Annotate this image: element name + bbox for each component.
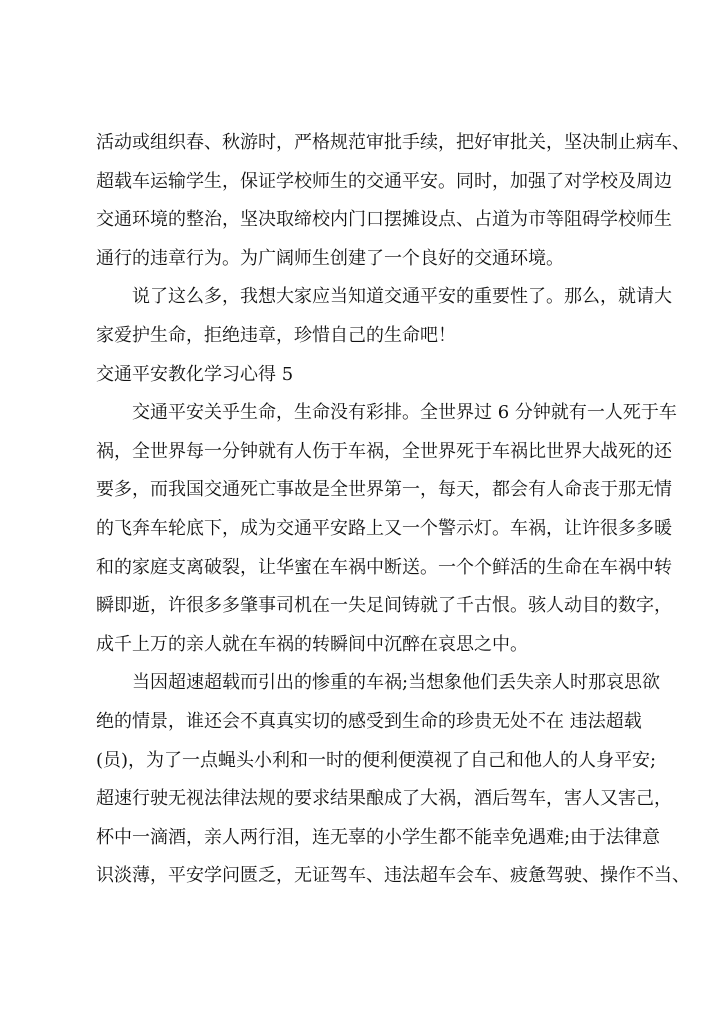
paragraph-line: 成千上万的亲人就在车祸的转瞬间中沉醉在哀思之中。 [96,633,528,655]
paragraph-line: 活动或组织春、秋游时，严格规范审批手续，把好审批关，坚决制止病车、 [96,132,690,153]
paragraph-line: 和的家庭支离破裂，让华蜜在车祸中断送。一个个鲜活的生命在车祸中转 [96,556,672,578]
paragraph-line: 绝的情景，谁还会不真真实切的感受到生命的珍贵无处不在 违法超载 [96,710,642,732]
paragraph-line: 要多，而我国交通死亡事故是全世界第一，每天，都会有人命丧于那无情 [96,479,672,501]
paragraph-line: (员)，为了一点蝇头小利和一时的便利便漠视了自己和他人的人身平安; [96,749,657,771]
paragraph-line: 超载车运输学生，保证学校师生的交通平安。同时，加强了对学校及周边 [96,170,672,192]
paragraph-2 [96,278,672,355]
paragraph-line: 交通环境的整治，坚决取缔校内门口摆摊设点、占道为市等阻碍学校师生 [96,209,672,231]
section-heading: 交通平安教化学习心得 5 [96,363,294,385]
paragraph-line: 识淡薄，平安学问匮乏，无证驾车、违法超车会车、疲惫驾驶、操作不当、 [96,865,690,887]
paragraph-1 [96,124,690,278]
paragraph-line: 家爱护生命，拒绝违章，珍惜自己的生命吧！ [96,324,456,346]
paragraph-line: 说了这么多，我想大家应当知道交通平安的重要性了。那么，就请大 [132,286,672,308]
paragraph-line: 通行的违章行为。为广阔师生创建了一个良好的交通环境。 [96,247,564,269]
paragraph-line: 瞬即逝，许很多多肇事司机在一失足间铸就了千古恨。骇人动目的数字， [96,595,672,617]
paragraph-line: 当因超速超载而引出的惨重的车祸;当想象他们丢失亲人时那哀思欲 [132,672,661,694]
paragraph-3 [96,394,677,664]
paragraph-4 [96,664,690,896]
paragraph-line: 祸，全世界每一分钟就有人伤于车祸，全世界死于车祸比世界大战死的还 [96,440,672,462]
paragraph-line: 超速行驶无视法律法规的要求结果酿成了大祸，酒后驾车，害人又害己， [96,788,672,810]
paragraph-line: 交通平安关乎生命，生命没有彩排。全世界过 6 分钟就有一人死于车 [132,402,677,424]
paragraph-line: 的飞奔车轮底下，成为交通平安路上又一个警示灯。车祸，让许很多多暖 [96,517,672,539]
document-body [96,124,690,896]
paragraph-line: 杯中一滴酒，亲人两行泪，连无辜的小学生都不能幸免遇难;由于法律意 [96,826,661,848]
